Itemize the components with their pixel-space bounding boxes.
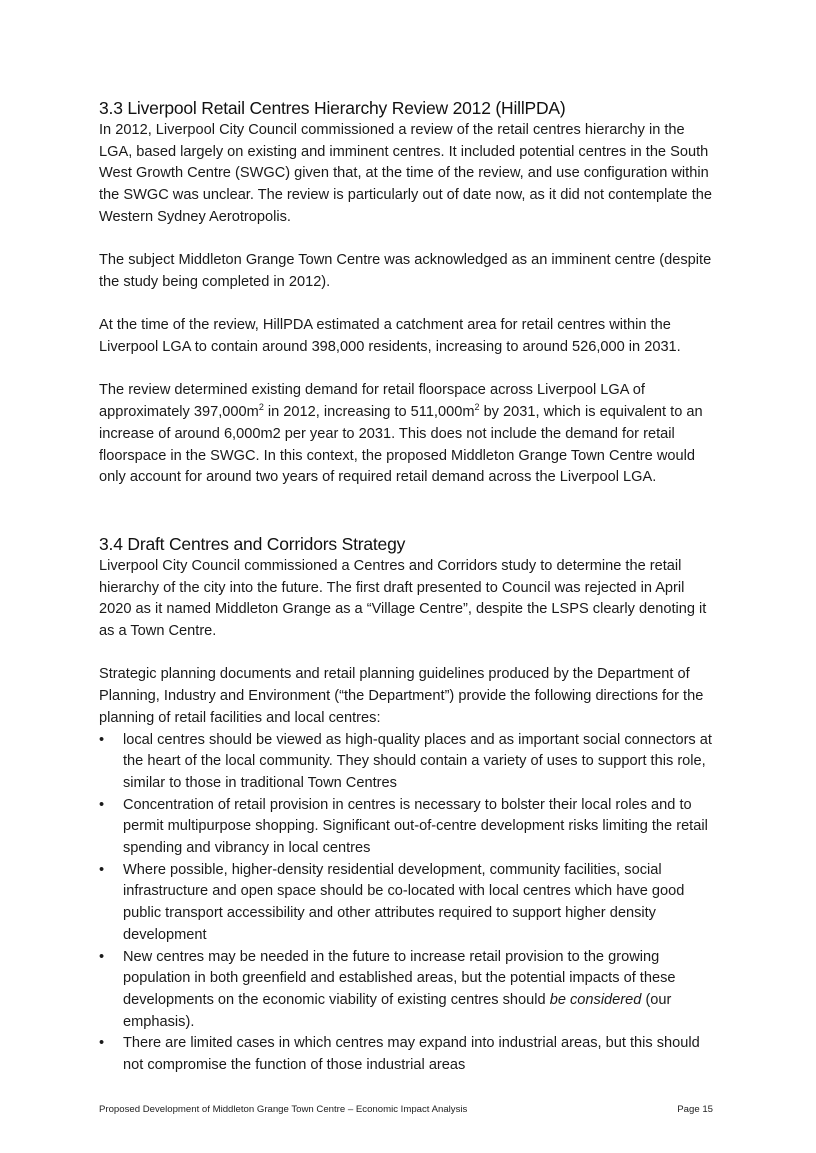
footer-document-title: Proposed Development of Middleton Grange Town Centre – Economic Impact Analysis — [99, 1104, 468, 1115]
list-item — [99, 860, 719, 947]
section-3-3-paragraph-2: The subject Middleton Grange Town Centre was acknowledged as an imminent centre (despite the study being completed in 2012). — [99, 252, 712, 290]
footer-page-number: Page 15 — [677, 1104, 713, 1115]
list-item-text: Where possible, higher-density residential development, community facilities, social infrastructure and open space should be co-located with local centres which have good public transport accessibility and other attributes required to support higher density development — [123, 861, 685, 943]
emphasis-text: be considered — [549, 991, 642, 1008]
section-3-3-paragraph-1: In 2012, Liverpool City Council commissioned a review of the retail centres hierarchy in the LGA, based largely on existing and imminent centres. It included potential centres in the South West Growth Centre (SWGC) given that, at the time of the review, and use configuration within the SWGC was unclear. The review is particularly out of date now, as it did not contemplate the Western Sydney Aerotropolis. — [99, 122, 712, 225]
paragraph-4-part-a: The review determined existing demand for retail floorspace across Liverpool LGA of approximately 397,000m — [99, 382, 645, 421]
bullet-icon: • — [99, 1035, 105, 1052]
page-content — [99, 96, 719, 1077]
bullet-icon: • — [99, 948, 105, 965]
section-3-4-paragraph-2: Strategic planning documents and retail planning guidelines produced by the Department of Planning, Industry and Environment (“the Department”) provide the following directions for the planning of retail facilities and local centres: — [99, 666, 704, 726]
section-3-3-heading: 3.3 Liverpool Retail Centres Hierarchy Review 2012 (HillPDA) — [99, 98, 566, 118]
list-item — [99, 947, 719, 1034]
list-item-text — [123, 949, 676, 1030]
list-item — [99, 1033, 719, 1076]
list-item-text: local centres should be viewed as high-quality places and as important social connectors at the heart of the local community. They should contain a variety of uses to support this role, similar to those in traditional Town Centres — [123, 731, 712, 791]
list-item-text-part-a: New centres may be needed in the future to increase retail provision to the growing population in both greenfield and established areas, but the potential impacts of these developments on the economic viability of existing centres should — [123, 948, 676, 1008]
section-3-3-paragraph-4 — [99, 380, 719, 489]
superscript-2: 2 — [258, 402, 264, 413]
directions-list — [99, 730, 719, 1077]
bullet-icon: • — [99, 796, 105, 813]
paragraph-4-part-b: in 2012, increasing to 511,000m — [263, 404, 475, 421]
paragraph-4-part-c: by 2031, which is equivalent to an increase of around 6,000m2 per year to 2031. This does not include the demand for retail floorspace in the SWGC. In this context, the proposed Middleton Grange Town Centre would only account for around two years of required retail demand across the Liverpool LGA. — [99, 404, 703, 486]
bullet-icon: • — [99, 731, 105, 748]
list-item — [99, 795, 719, 860]
section-3-4-heading: 3.4 Draft Centres and Corridors Strategy — [99, 533, 406, 554]
list-item-text: Concentration of retail provision in centres is necessary to bolster their local roles and to permit multipurpose shopping. Significant out-of-centre development risks limiting the retail spending and vibrancy in local centres — [123, 796, 708, 857]
section-3-4-paragraph-1: Liverpool City Council commissioned a Centres and Corridors study to determine the retail hierarchy of the city into the future. The first draft presented to Council was rejected in April 2020 as it named Middleton Grange as a “Village Centre”, despite the LSPS clearly denoting it as a Town Centre. — [99, 557, 707, 640]
list-item-text-part-b: (our emphasis). — [123, 991, 672, 1030]
section-3-3-paragraph-3: At the time of the review, HillPDA estimated a catchment area for retail centres within the Liverpool LGA to contain around 398,000 residents, increasing to around 526,000 in 2031. — [99, 317, 681, 355]
superscript-2: 2 — [474, 402, 480, 413]
bullet-icon: • — [99, 861, 105, 878]
list-item — [99, 730, 719, 795]
page-footer — [99, 1104, 713, 1115]
list-item-text: There are limited cases in which centres may expand into industrial areas, but this should not compromise the function of those industrial areas — [123, 1035, 700, 1074]
